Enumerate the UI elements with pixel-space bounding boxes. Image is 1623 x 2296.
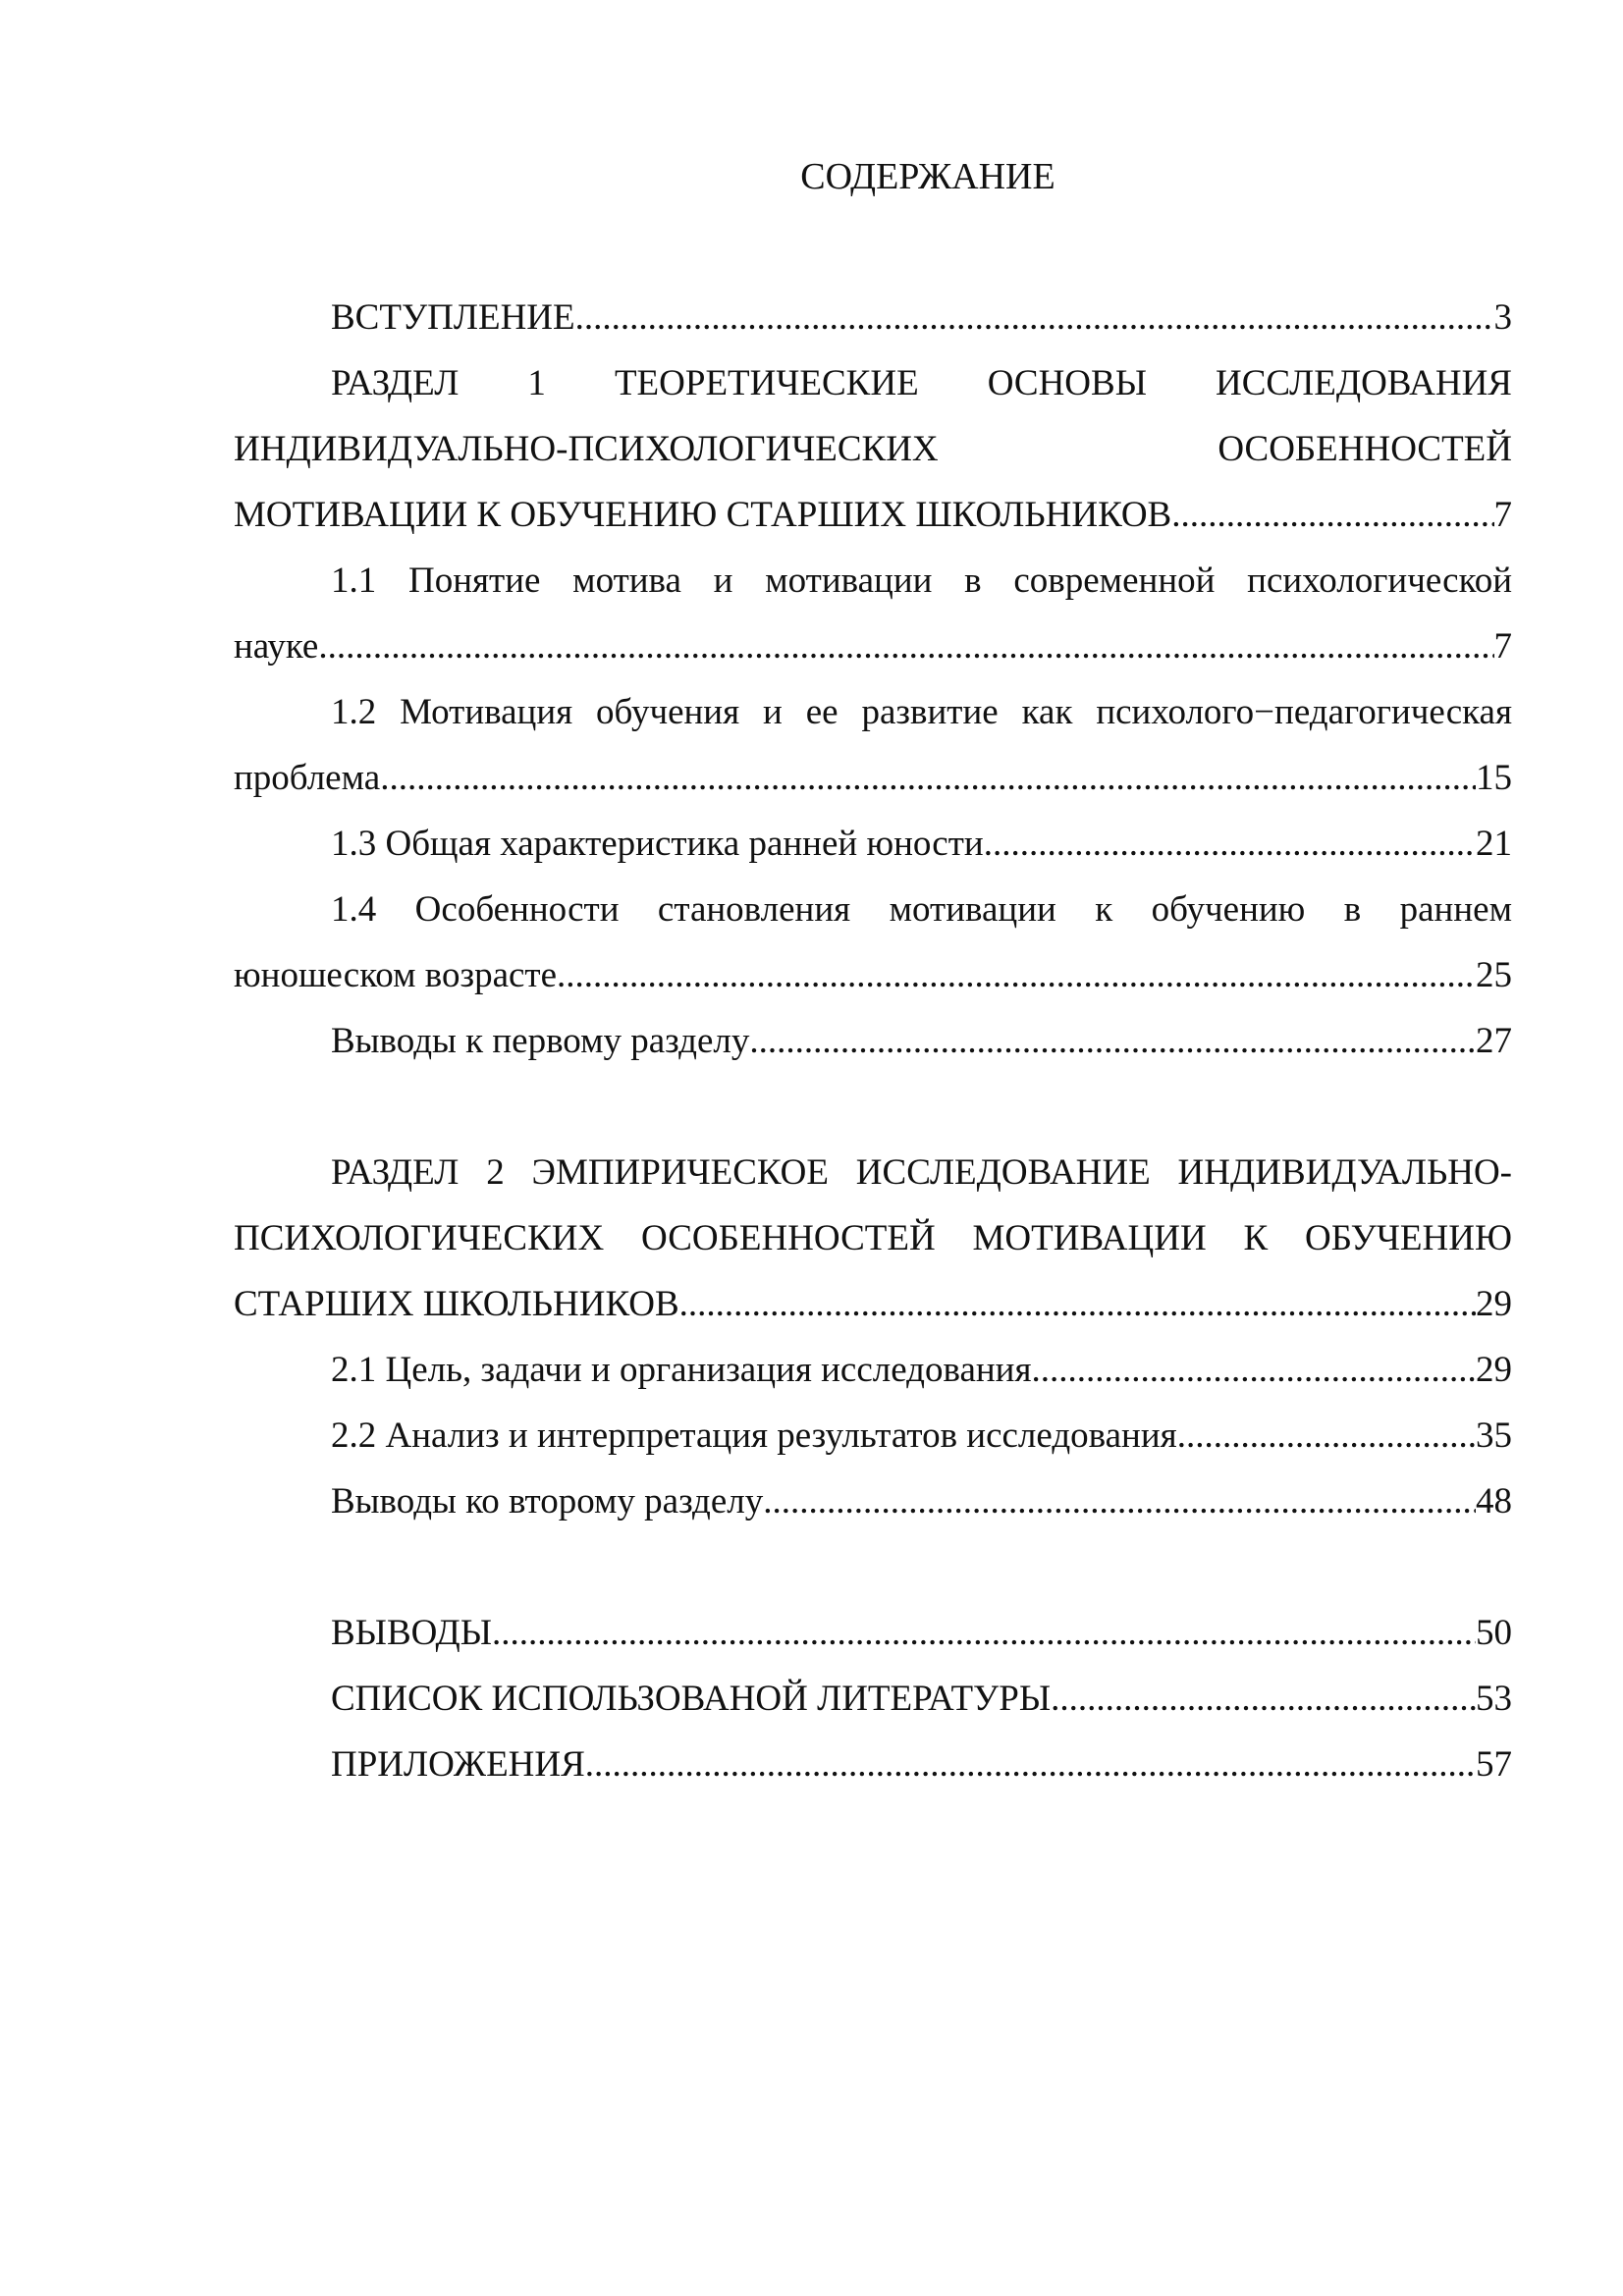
toc-entry-conclusions-section-2[interactable] [234,1468,1512,1534]
spacer [234,1534,1512,1600]
dot-leader [984,811,1476,877]
dot-leader [679,1271,1476,1337]
toc-entry-section-1-line-3[interactable] [234,482,1512,548]
dot-leader [492,1600,1476,1666]
toc-page-number: 29 [1476,1284,1512,1324]
toc-entry-1-1-line-1[interactable]: 1.1 Понятие мотива и мотивации в современной психологической [331,561,1512,601]
dot-leader [1032,1337,1477,1403]
toc-entry-references[interactable] [234,1666,1512,1732]
toc-page-number: 57 [1476,1744,1512,1785]
toc-entry-section-1-line-1[interactable]: РАЗДЕЛ 1 ТЕОРЕТИЧЕСКИЕ ОСНОВЫ ИССЛЕДОВАНИЯ [331,363,1512,403]
toc-page-number: 3 [1493,297,1512,338]
toc-entry-text: ВЫВОДЫ [331,1613,493,1653]
dot-leader [1171,482,1493,548]
toc-entry-1-2-line-2[interactable] [234,745,1512,811]
dot-leader [763,1468,1476,1534]
dot-leader [1177,1403,1476,1468]
toc-page-number: 25 [1476,955,1512,995]
toc-entry-1-4-line-1[interactable]: 1.4 Особенности становления мотивации к обучению в раннем [331,889,1512,930]
toc-page-number: 7 [1493,626,1512,667]
spacer [234,1074,1512,1140]
dot-leader [380,745,1476,811]
toc-entry-text: 2.1 Цель, задачи и организация исследования [331,1350,1032,1390]
toc-entry-1-1-line-2[interactable] [234,614,1512,679]
toc-entry-section-1-line-2[interactable]: ИНДИВИДУАЛЬНО-ПСИХОЛОГИЧЕСКИХ ОСОБЕННОСТЕЙ [234,429,1512,469]
toc-page-number: 29 [1476,1350,1512,1390]
toc-entry-section-2-line-3[interactable] [234,1271,1512,1337]
toc-entry-appendices[interactable] [234,1732,1512,1797]
toc-entry-text: 1.3 Общая характеристика ранней юности [331,824,984,864]
toc-entry-section-2-line-2[interactable]: ПСИХОЛОГИЧЕСКИХ ОСОБЕННОСТЕЙ МОТИВАЦИИ К ОБУЧЕНИЮ [234,1218,1512,1258]
toc-entry-conclusions[interactable] [234,1600,1512,1666]
toc-entry-introduction[interactable] [234,285,1512,350]
toc-page-number: 27 [1476,1021,1512,1061]
toc-entry-text: 2.2 Анализ и интерпретация результатов исследования [331,1415,1177,1456]
toc-entry-text: ВСТУПЛЕНИЕ [331,297,575,338]
toc-entry-text: Выводы ко второму разделу [331,1481,764,1522]
toc-entry-text: Выводы к первому разделу [331,1021,750,1061]
toc-entry-2-2[interactable] [234,1403,1512,1468]
toc-entry-text: СПИСОК ИСПОЛЬЗОВАНОЙ ЛИТЕРАТУРЫ [331,1679,1052,1719]
dot-leader [557,942,1476,1008]
toc-entry-text: ПРИЛОЖЕНИЯ [331,1744,585,1785]
toc-page-number: 15 [1476,758,1512,798]
toc-entry-1-4-line-2[interactable] [234,942,1512,1008]
toc-page-number: 35 [1476,1415,1512,1456]
dot-leader [585,1732,1476,1797]
toc-entry-section-2-line-1[interactable]: РАЗДЕЛ 2 ЭМПИРИЧЕСКОЕ ИССЛЕДОВАНИЕ ИНДИВИДУАЛЬНО- [331,1152,1512,1193]
toc-page-number: 53 [1476,1679,1512,1719]
toc-entry-text: науке [234,626,319,667]
toc-entry-text: СТАРШИХ ШКОЛЬНИКОВ [234,1284,679,1324]
dot-leader [575,285,1494,350]
toc-page-number: 50 [1476,1613,1512,1653]
toc-entry-text: юношеском возрасте [234,955,558,995]
toc-entry-conclusions-section-1[interactable] [234,1008,1512,1074]
toc-entry-1-3[interactable] [234,811,1512,877]
dot-leader [1051,1666,1476,1732]
toc-page-number: 21 [1476,824,1512,864]
dot-leader [318,614,1493,679]
toc-title: СОДЕРЖАНИЕ [800,156,1055,197]
toc-entry-text: МОТИВАЦИИ К ОБУЧЕНИЮ СТАРШИХ ШКОЛЬНИКОВ [234,495,1172,535]
toc-entry-text: проблема [234,758,381,798]
table-of-contents [234,285,1512,1797]
toc-entry-1-2-line-1[interactable]: 1.2 Мотивация обучения и ее развитие как психолого−педагогическая [331,692,1512,732]
dot-leader [749,1008,1476,1074]
toc-entry-2-1[interactable] [234,1337,1512,1403]
toc-page-number: 48 [1476,1481,1512,1522]
toc-page-number: 7 [1493,495,1512,535]
